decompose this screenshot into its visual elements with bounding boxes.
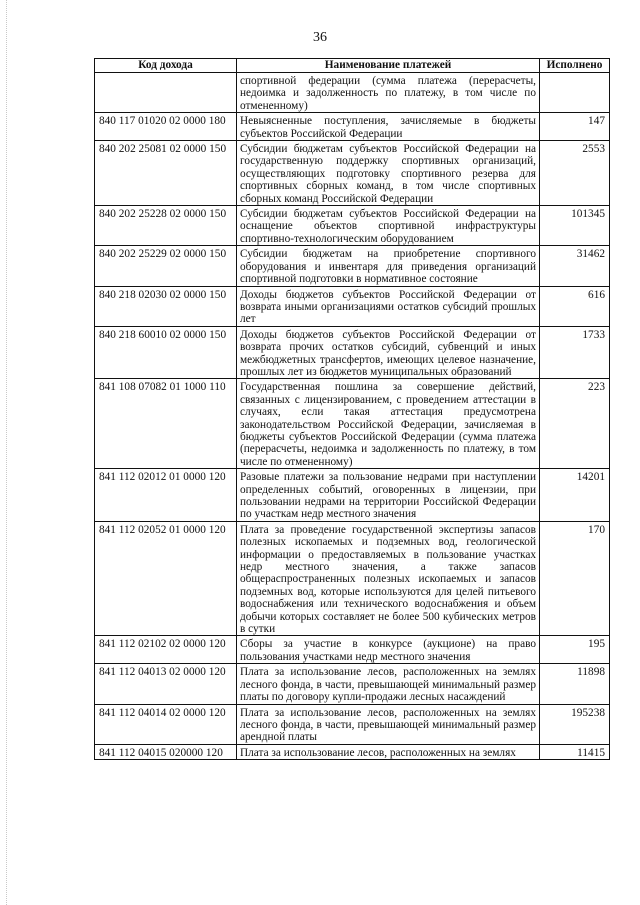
executed-amount-cell: 1733 [540, 326, 610, 379]
table-row [95, 704, 610, 744]
executed-amount-cell: 14201 [540, 469, 610, 522]
income-code-cell: 841 112 04015 020000 120 [95, 744, 237, 759]
executed-amount-cell: 223 [540, 379, 610, 469]
executed-amount-cell: 195238 [540, 704, 610, 744]
income-code-cell: 840 202 25228 02 0000 150 [95, 206, 237, 246]
income-code-cell: 840 117 01020 02 0000 180 [95, 113, 237, 141]
table-row [95, 141, 610, 206]
payment-name-cell: Субсидии бюджетам субъектов Российской Федерации на оснащение объектов спортивной инфраструктуры спортивно-технологическим оборудованием [237, 206, 540, 246]
table-header-row [95, 59, 610, 73]
executed-amount-cell: 31462 [540, 246, 610, 286]
income-code-cell: 841 112 02102 02 0000 120 [95, 636, 237, 664]
table-row [95, 286, 610, 326]
page-number: 36 [313, 30, 327, 45]
payment-name-cell: Плата за использование лесов, расположенных на землях [237, 744, 540, 759]
income-code-cell: 840 218 02030 02 0000 150 [95, 286, 237, 326]
income-code-cell: 840 202 25229 02 0000 150 [95, 246, 237, 286]
payment-name-cell: Плата за проведение государственной экспертизы запасов полезных ископаемых и подземных вод, геологической информации о предоставляемых в пользование участках недр местного значения, а также запасов общераспространенных полезных ископаемых и запасов подземных вод, которые используются для целей питьевого водоснабжения или технического водоснабжения и объем добычи которых составляет не более 500 кубических метров в сутки [237, 521, 540, 636]
income-code-cell [95, 73, 237, 113]
executed-amount-cell: 2553 [540, 141, 610, 206]
executed-amount-cell: 616 [540, 286, 610, 326]
executed-amount-cell [540, 73, 610, 113]
table-row [95, 636, 610, 664]
executed-amount-cell: 11415 [540, 744, 610, 759]
revenue-table [94, 58, 610, 760]
payment-name-cell: Государственная пошлина за совершение действий, связанных с лицензированием, с проведением аттестации в случаях, если такая аттестация предусмотрена законодательством Российской Федерации, зачисляемая в бюджеты субъектов Российской Федерации (сумма платежа (перерасчеты, недоимка и задолженность по платежу, в том числе по отмененному) [237, 379, 540, 469]
executed-amount-cell: 11898 [540, 664, 610, 704]
table-row [95, 326, 610, 379]
table-row [95, 744, 610, 759]
income-code-cell: 841 112 02012 01 0000 120 [95, 469, 237, 522]
table-row [95, 521, 610, 636]
table-row [95, 379, 610, 469]
payment-name-cell: Разовые платежи за пользование недрами при наступлении определенных событий, оговоренных в лицензии, при пользовании недрами на территории Российской Федерации по участкам недр местного значения [237, 469, 540, 522]
executed-amount-cell: 195 [540, 636, 610, 664]
payment-name-cell: Плата за использование лесов, расположенных на землях лесного фонда, в части, превышающей минимальный размер арендной платы [237, 704, 540, 744]
executed-amount-cell: 101345 [540, 206, 610, 246]
header-amount: Исполнено [540, 59, 610, 73]
table-row [95, 73, 610, 113]
income-code-cell: 841 112 04013 02 0000 120 [95, 664, 237, 704]
table-body [95, 73, 610, 760]
table-row [95, 664, 610, 704]
page-edge-line [6, 0, 7, 905]
payment-name-cell: Субсидии бюджетам на приобретение спортивного оборудования и инвентаря для приведения организаций спортивной подготовки в нормативное состояние [237, 246, 540, 286]
payment-name-cell: Доходы бюджетов субъектов Российской Федерации от возврата иными организациями остатков субсидий прошлых лет [237, 286, 540, 326]
income-code-cell: 841 108 07082 01 1000 110 [95, 379, 237, 469]
executed-amount-cell: 170 [540, 521, 610, 636]
header-code: Код дохода [95, 59, 237, 73]
table-row [95, 469, 610, 522]
payment-name-cell: Невыясненные поступления, зачисляемые в бюджеты субъектов Российской Федерации [237, 113, 540, 141]
payment-name-cell: Субсидии бюджетам субъектов Российской Федерации на государственную поддержку спортивных организаций, осуществляющих подготовку спортивного резерва для спортивных сборных команд, в том числе спортивных сборных команд Российской Федерации [237, 141, 540, 206]
payment-name-cell: Сборы за участие в конкурсе (аукционе) на право пользования участками недр местного значения [237, 636, 540, 664]
payment-name-cell: спортивной федерации (сумма платежа (перерасчеты, недоимка и задолженность по платежу, в том числе по отмененному) [237, 73, 540, 113]
table-row [95, 113, 610, 141]
payment-name-cell: Плата за использование лесов, расположенных на землях лесного фонда, в части, превышающей минимальный размер платы по договору купли-продажи лесных насаждений [237, 664, 540, 704]
income-code-cell: 840 202 25081 02 0000 150 [95, 141, 237, 206]
income-code-cell: 841 112 04014 02 0000 120 [95, 704, 237, 744]
table-row [95, 246, 610, 286]
income-code-cell: 840 218 60010 02 0000 150 [95, 326, 237, 379]
header-name: Наименование платежей [237, 59, 540, 73]
income-code-cell: 841 112 02052 01 0000 120 [95, 521, 237, 636]
table-row [95, 206, 610, 246]
payment-name-cell: Доходы бюджетов субъектов Российской Федерации от возврата прочих остатков субсидий, субвенций и иных межбюджетных трансфертов, имеющих целевое назначение, прошлых лет из бюджетов муниципальных образований [237, 326, 540, 379]
executed-amount-cell: 147 [540, 113, 610, 141]
